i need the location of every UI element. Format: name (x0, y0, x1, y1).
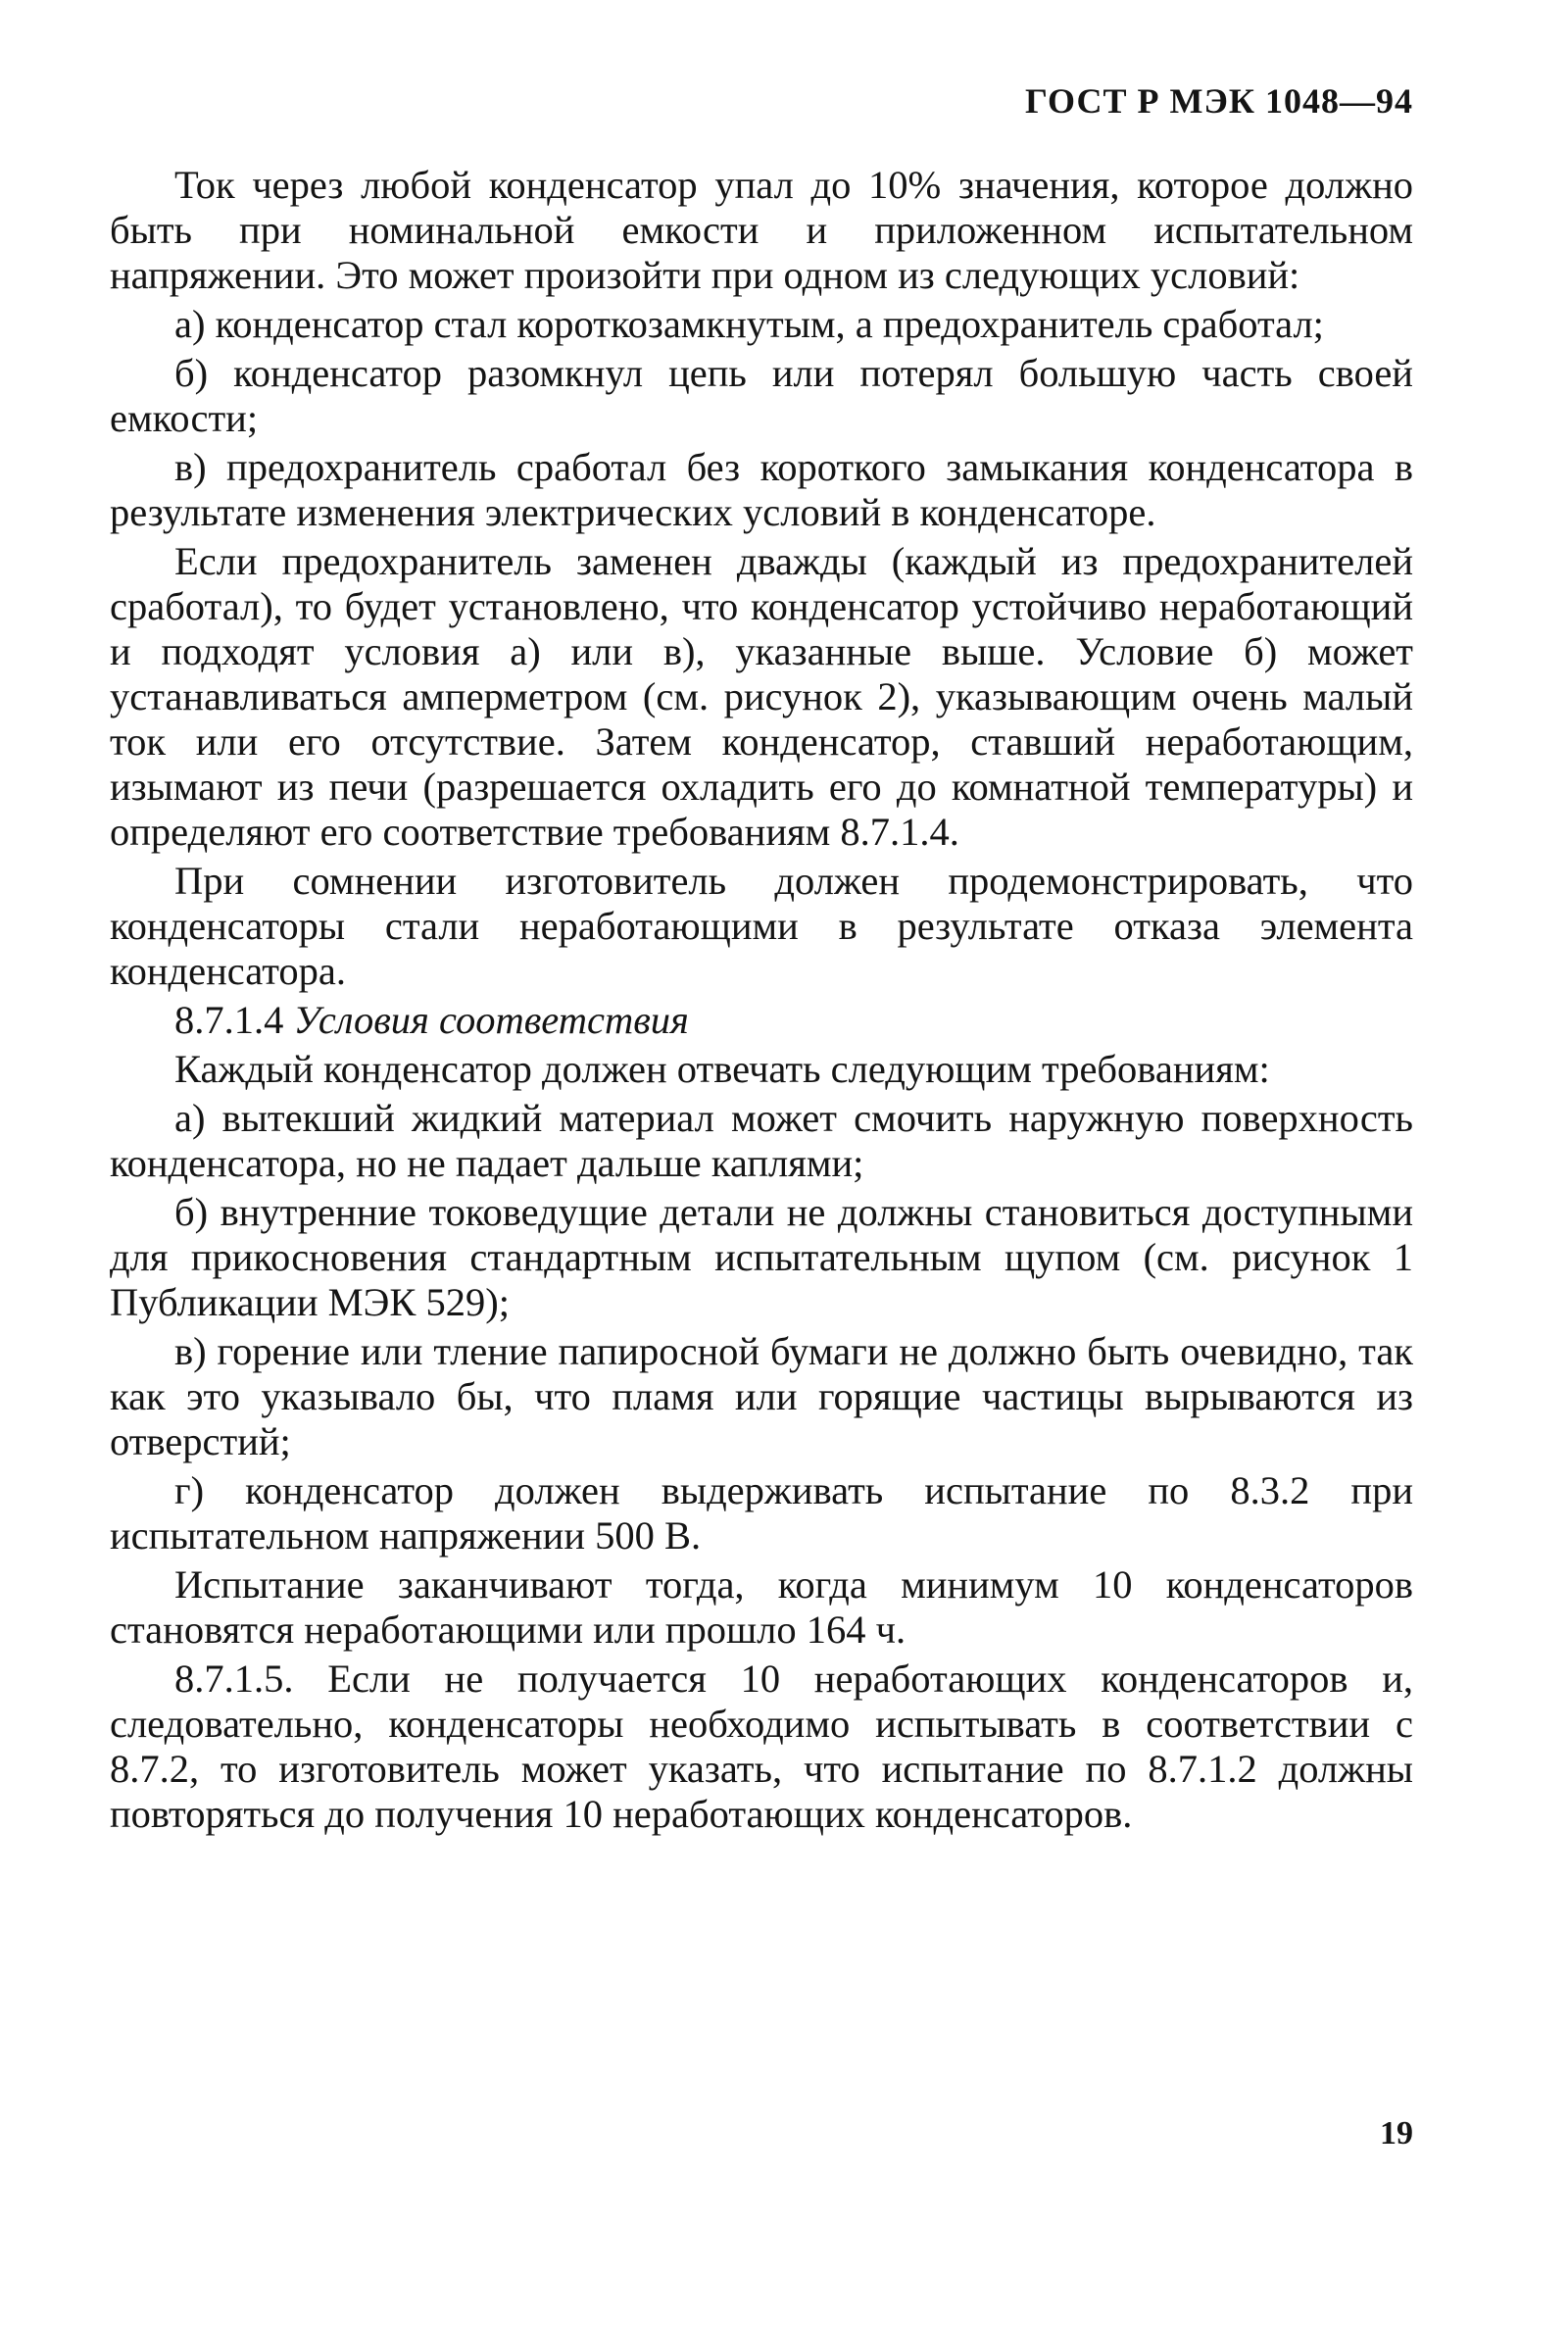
requirement-g: г) конденсатор должен выдерживать испытание по 8.3.2 при испытательном напряжении 500 В. (110, 1468, 1413, 1558)
page-number: 19 (1380, 2115, 1413, 2152)
paragraph: Ток через любой конденсатор упал до 10% значения, которое должно быть при номинальной емкости и приложенном испытательном напряжении. Это может произойти при одном из следующих условий: (110, 163, 1413, 297)
section-heading (110, 998, 1413, 1047)
requirement-b: б) внутренние токоведущие детали не должны становиться доступными для прикосновения стандартным испытательным щупом (см. рисунок 1 Публикации МЭК 529); (110, 1190, 1413, 1324)
requirement-a: а) вытекший жидкий материал может смочить наружную поверхность конденсатора, но не падает дальше каплями; (110, 1096, 1413, 1185)
clause-8-7-1-5: 8.7.1.5. Если не получается 10 неработающих конденсаторов и, следовательно, конденсаторы необходимо испытывать в соответствии с 8.7.2, то изготовитель может указать, что испытание по 8.7.1.2 должны повторяться до получения 10 неработающих конденсаторов. (110, 1657, 1413, 1836)
standard-code-header: ГОСТ Р МЭК 1048—94 (1025, 81, 1413, 121)
paragraph: Испытание заканчивают тогда, когда минимум 10 конденсаторов становятся неработающими или прошло 164 ч. (110, 1562, 1413, 1652)
paragraph: При сомнении изготовитель должен продемонстрировать, что конденсаторы стали неработающими в результате отказа элемента конденсатора. (110, 859, 1413, 993)
paragraph: Каждый конденсатор должен отвечать следующим требованиям: (174, 1047, 1270, 1091)
section-number: 8.7.1.4 (174, 998, 284, 1042)
paragraph: Если предохранитель заменен дважды (каждый из предохранителей сработал), то будет установлено, что конденсатор устойчиво неработающий и подходят условия а) или в), указанные выше. Условие б) может устанавливаться амперметром (см. рисунок 2), указывающим очень малый ток или его отсутствие. Затем конденсатор, ставший неработающим, изымают из печи (разрешается охладить его до комнатной температуры) и определяют его соответствие требованиям 8.7.1.4. (110, 539, 1413, 854)
document-body (110, 163, 1413, 1841)
list-item-a: а) конденсатор стал короткозамкнутым, а предохранитель сработал; (174, 302, 1324, 346)
requirement-v: в) горение или тление папиросной бумаги не должно быть очевидно, так как это указывало бы, что пламя или горящие частицы вырываются из отверстий; (110, 1329, 1413, 1463)
list-item-v: в) предохранитель сработал без короткого замыкания конденсатора в результате изменения электрических условий в конденсаторе. (110, 445, 1413, 534)
list-item-b: б) конденсатор разомкнул цепь или потерял большую часть своей емкости; (110, 351, 1413, 440)
section-title: Условия соответствия (293, 998, 689, 1042)
